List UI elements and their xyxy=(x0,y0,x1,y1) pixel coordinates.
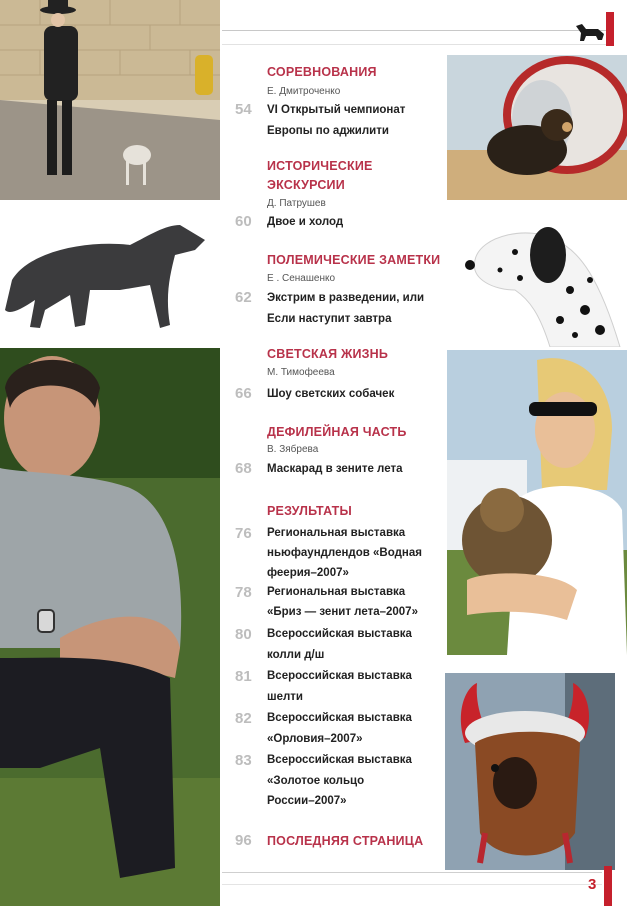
author: Е. Дмитроченко xyxy=(267,86,341,97)
author: Е . Сенашенко xyxy=(267,273,336,284)
entry-title-line[interactable]: «Орловия–2007» xyxy=(267,733,363,745)
photo-bronze-dog-statue xyxy=(0,200,220,345)
entry-title-line[interactable]: феерия–2007» xyxy=(267,567,349,579)
page-ref[interactable]: 96 xyxy=(235,832,252,849)
entry-title-line[interactable]: Всероссийская выставка xyxy=(267,754,412,766)
header-rule xyxy=(222,30,614,31)
entry-title-line[interactable]: шелти xyxy=(267,691,303,703)
brand-bar-top xyxy=(606,12,614,46)
entry-title-line[interactable]: колли д/ш xyxy=(267,649,325,661)
page-ref[interactable]: 60 xyxy=(235,213,252,230)
brand-bar-bottom xyxy=(604,866,612,906)
entry-title-line[interactable]: VI Открытый чемпионат xyxy=(267,104,406,116)
section-heading: ДЕФИЛЕЙНАЯ ЧАСТЬ xyxy=(267,425,407,439)
header-rule-secondary xyxy=(222,44,614,45)
entry-title-line[interactable]: Всероссийская выставка xyxy=(267,628,412,640)
author: Д. Патрушев xyxy=(267,198,326,209)
photo-man-with-watch xyxy=(0,348,220,906)
footer-rule xyxy=(222,872,602,873)
page-ref[interactable]: 83 xyxy=(235,752,252,769)
photo-dalmatian xyxy=(460,220,627,347)
page-ref[interactable]: 78 xyxy=(235,584,252,601)
photo-woman-with-yorkie xyxy=(447,350,627,655)
entry-title-line[interactable]: России–2007» xyxy=(267,795,347,807)
footer-rule-secondary xyxy=(222,884,602,885)
photo-agility-tunnel-dog xyxy=(447,55,627,200)
page-ref[interactable]: 68 xyxy=(235,460,252,477)
entry-title-line[interactable]: Если наступит завтра xyxy=(267,313,392,325)
entry-title-line[interactable]: Региональная выставка xyxy=(267,527,406,539)
section-heading: ПОЛЕМИЧЕСКИЕ ЗАМЕТКИ xyxy=(267,253,441,267)
section-heading: СОРЕВНОВАНИЯ xyxy=(267,65,377,79)
page-ref[interactable]: 62 xyxy=(235,289,252,306)
entry-title-line[interactable]: Шоу светских собачек xyxy=(267,388,395,400)
entry-title-line[interactable]: Всероссийская выставка xyxy=(267,670,412,682)
entry-title-line[interactable]: Экстрим в разведении, или xyxy=(267,292,425,304)
page-ref[interactable]: 76 xyxy=(235,525,252,542)
photo-dog-in-devil-hat xyxy=(445,673,615,870)
dog-logo-icon xyxy=(574,20,606,42)
section-heading-line: ИСТОРИЧЕСКИЕ xyxy=(267,159,373,173)
author: М. Тимофеева xyxy=(267,367,335,378)
page-ref[interactable]: 82 xyxy=(235,710,252,727)
section-heading[interactable]: ПОСЛЕДНЯЯ СТРАНИЦА xyxy=(267,834,424,848)
entry-title-line[interactable]: Двое и холод xyxy=(267,216,344,228)
page-ref[interactable]: 54 xyxy=(235,101,252,118)
entry-title-line[interactable]: Всероссийская выставка xyxy=(267,712,412,724)
entry-title-line[interactable]: Европы по аджилити xyxy=(267,125,389,137)
author: В. Зябрева xyxy=(267,444,319,455)
entry-title-line[interactable]: «Золотое кольцо xyxy=(267,775,365,787)
entry-title-line[interactable]: Маскарад в зените лета xyxy=(267,463,403,475)
page-ref[interactable]: 66 xyxy=(235,385,252,402)
photo-man-with-dog-street xyxy=(0,0,220,200)
entry-title-line[interactable]: «Бриз — зенит лета–2007» xyxy=(267,606,418,618)
entry-title-line[interactable]: ньюфаундлендов «Водная xyxy=(267,547,422,559)
section-heading: СВЕТСКАЯ ЖИЗНЬ xyxy=(267,347,389,361)
section-heading-line: ЭКСКУРСИИ xyxy=(267,178,345,192)
entry-title-line[interactable]: Региональная выставка xyxy=(267,586,406,598)
page-ref[interactable]: 80 xyxy=(235,626,252,643)
section-heading: РЕЗУЛЬТАТЫ xyxy=(267,504,352,518)
page-ref[interactable]: 81 xyxy=(235,668,252,685)
page-number: 3 xyxy=(588,876,597,893)
